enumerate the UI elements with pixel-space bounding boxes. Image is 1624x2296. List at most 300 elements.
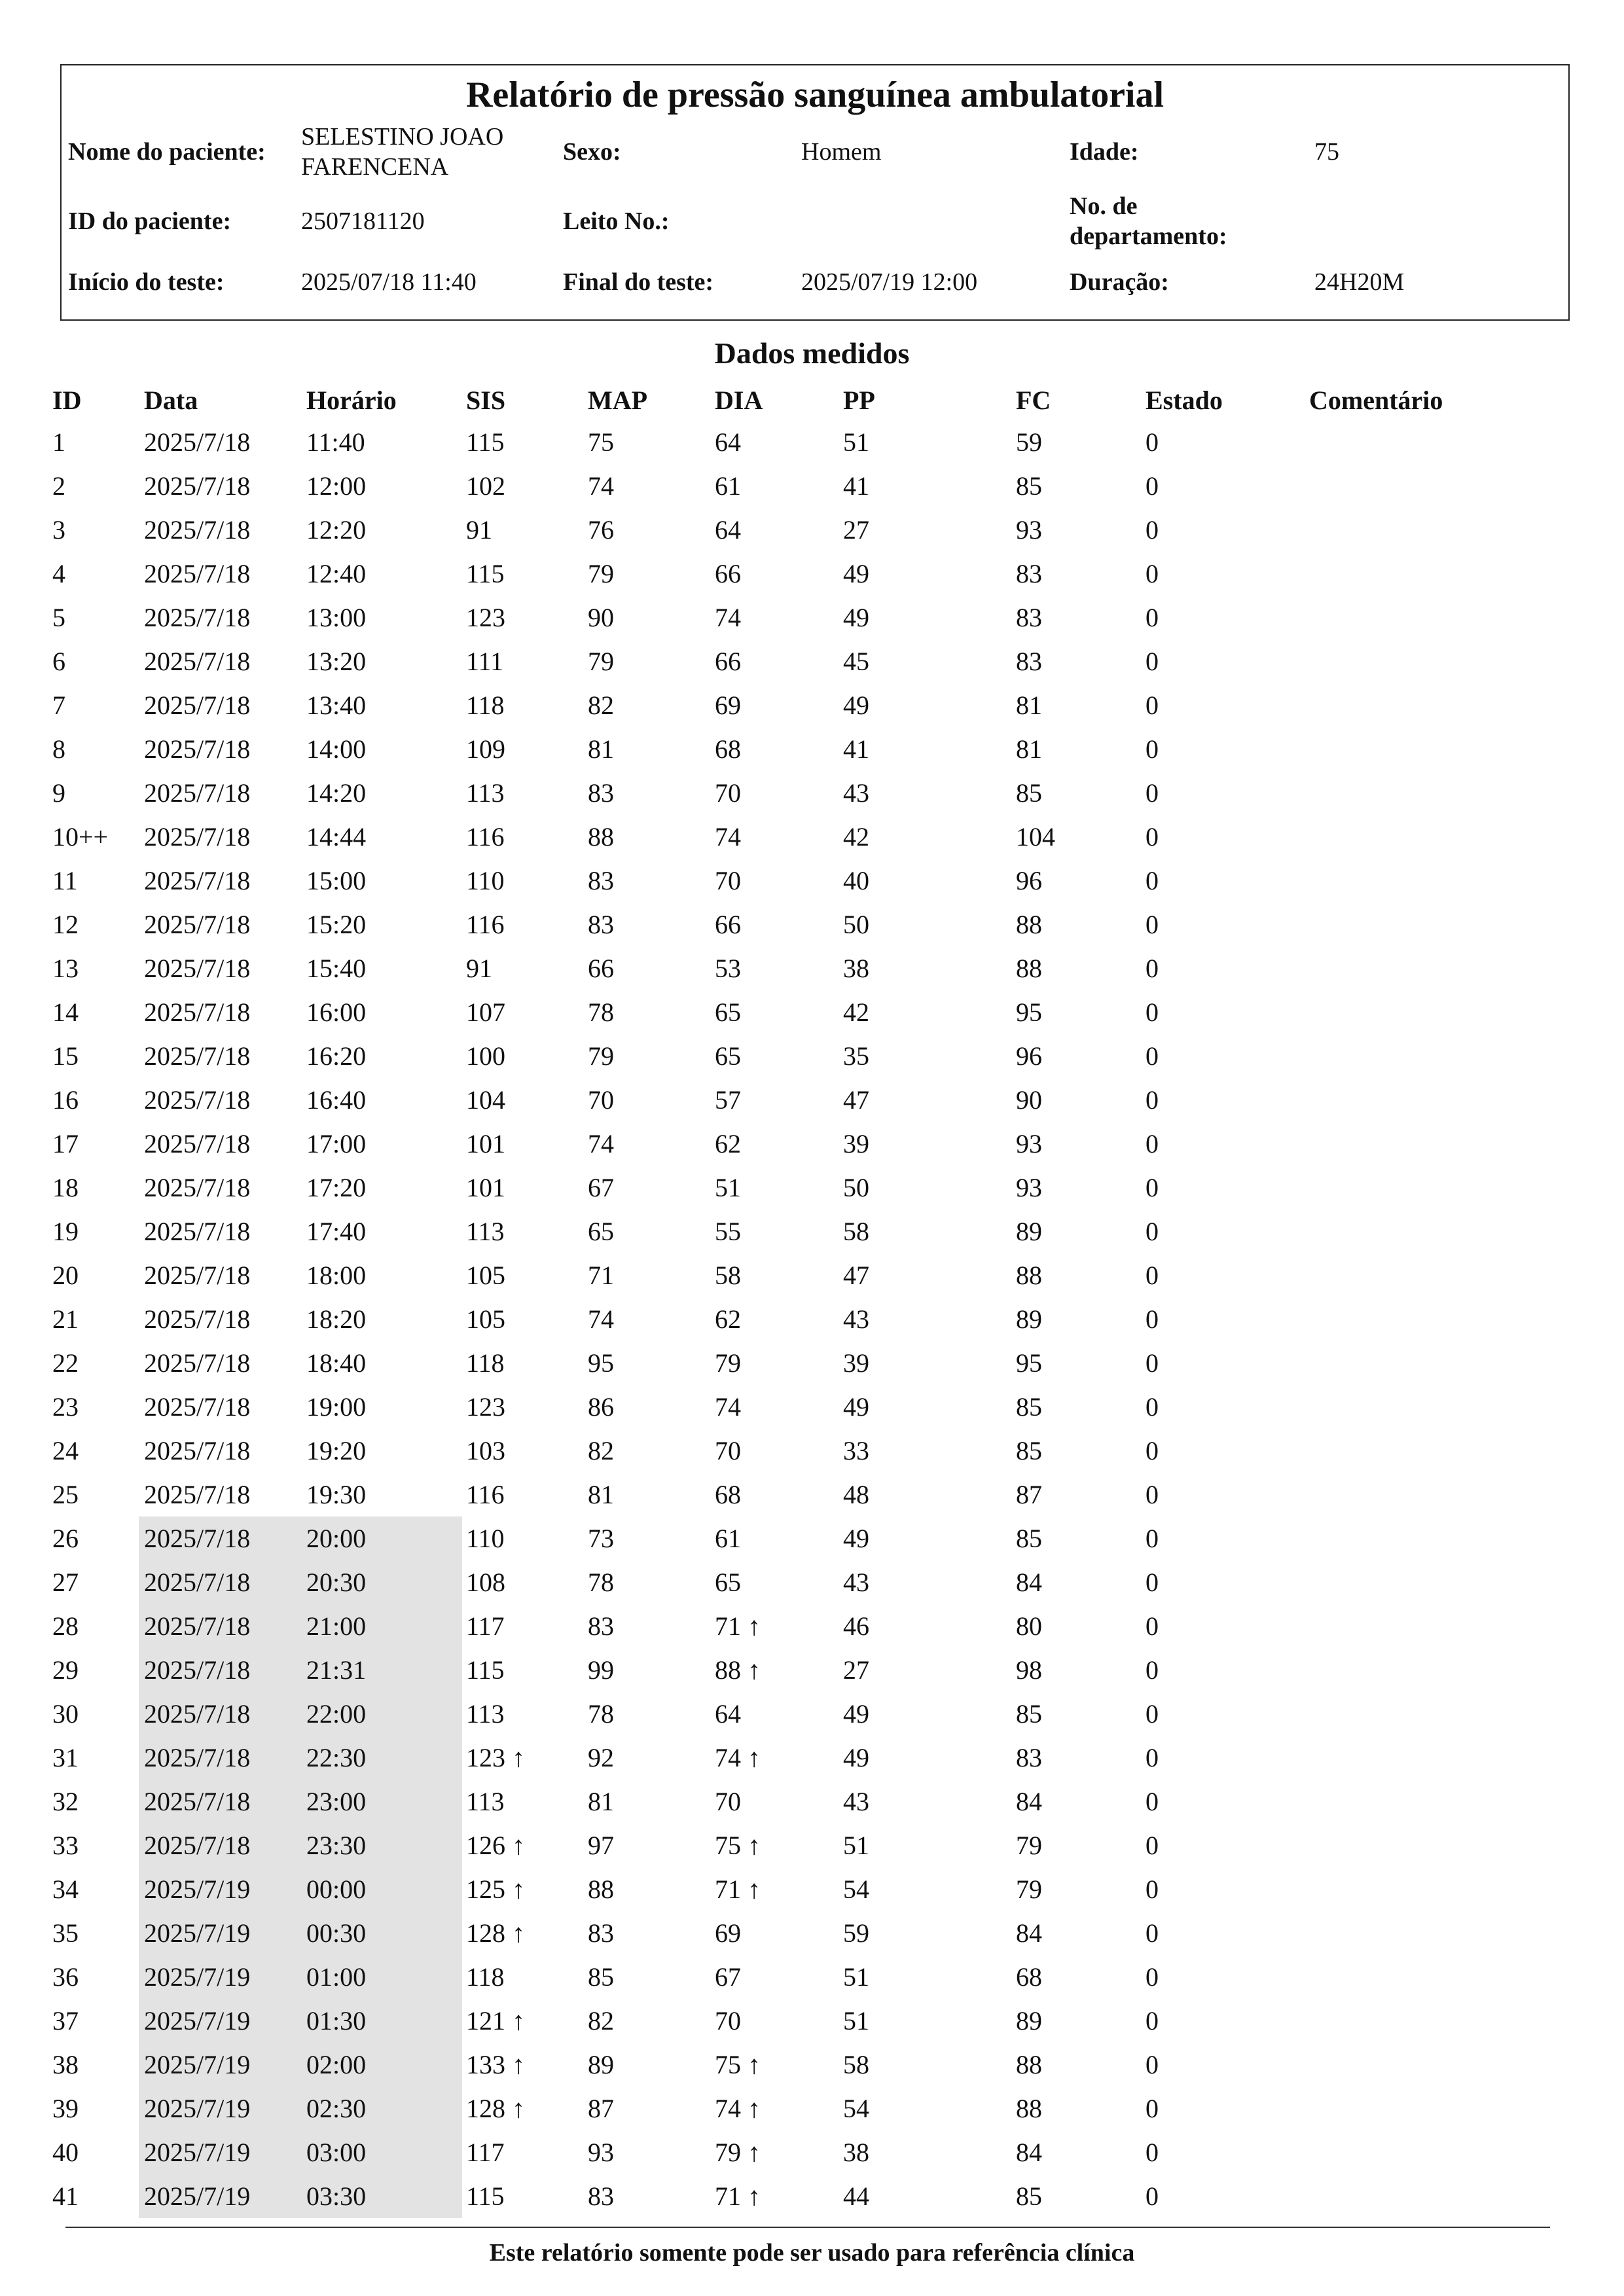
cell-sis: 101 xyxy=(466,1129,505,1158)
cell-pp: 41 xyxy=(843,734,869,764)
end-label: Final do teste: xyxy=(563,268,714,296)
cell-date: 2025/7/19 xyxy=(144,2094,251,2123)
cell-id: 11 xyxy=(52,866,78,895)
cell-status: 0 xyxy=(1146,1436,1159,1465)
cell-pp: 49 xyxy=(843,691,869,720)
cell-id: 10++ xyxy=(52,822,109,852)
cell-pp: 51 xyxy=(843,427,869,457)
cell-pp: 40 xyxy=(843,866,869,895)
cell-map: 86 xyxy=(588,1392,614,1422)
cell-pp: 49 xyxy=(843,1699,869,1729)
cell-sis: 91 xyxy=(466,954,492,983)
cell-pp: 43 xyxy=(843,1568,869,1597)
cell-dia: 61 xyxy=(715,471,741,501)
cell-status: 0 xyxy=(1146,1524,1159,1553)
cell-dia: 53 xyxy=(715,954,741,983)
cell-map: 81 xyxy=(588,734,614,764)
cell-fc: 88 xyxy=(1016,954,1042,983)
cell-pp: 51 xyxy=(843,1831,869,1860)
cell-date: 2025/7/18 xyxy=(144,954,251,983)
cell-id: 25 xyxy=(52,1480,79,1509)
cell-pp: 49 xyxy=(843,1392,869,1422)
cell-status: 0 xyxy=(1146,471,1159,501)
cell-status: 0 xyxy=(1146,778,1159,808)
cell-dia: 70 xyxy=(715,1787,741,1816)
cell-dia: 74 xyxy=(715,1392,741,1422)
cell-date: 2025/7/18 xyxy=(144,1129,251,1158)
table-row xyxy=(0,903,1624,946)
cell-id: 6 xyxy=(52,647,65,676)
cell-fc: 98 xyxy=(1016,1655,1042,1685)
cell-fc: 93 xyxy=(1016,515,1042,545)
cell-status: 0 xyxy=(1146,1392,1159,1422)
cell-fc: 95 xyxy=(1016,997,1042,1027)
cell-fc: 96 xyxy=(1016,866,1042,895)
cell-id: 26 xyxy=(52,1524,79,1553)
cell-map: 81 xyxy=(588,1480,614,1509)
cell-id: 37 xyxy=(52,2006,79,2036)
cell-dia: 69 xyxy=(715,1918,741,1948)
cell-map: 73 xyxy=(588,1524,614,1553)
cell-status: 0 xyxy=(1146,559,1159,588)
cell-status: 0 xyxy=(1146,603,1159,632)
cell-pp: 49 xyxy=(843,1743,869,1772)
cell-map: 92 xyxy=(588,1743,614,1772)
table-row xyxy=(0,1210,1624,1253)
cell-map: 83 xyxy=(588,866,614,895)
cell-sis: 115 xyxy=(466,559,505,588)
cell-id: 3 xyxy=(52,515,65,545)
cell-sis: 126 ↑ xyxy=(466,1831,525,1860)
cell-date: 2025/7/18 xyxy=(144,559,251,588)
table-row xyxy=(0,639,1624,683)
cell-dia: 71 ↑ xyxy=(715,1611,761,1641)
cell-dia: 71 ↑ xyxy=(715,1874,761,1904)
cell-map: 78 xyxy=(588,1699,614,1729)
cell-fc: 83 xyxy=(1016,603,1042,632)
cell-dia: 74 ↑ xyxy=(715,1743,761,1772)
cell-map: 97 xyxy=(588,1831,614,1860)
cell-pp: 41 xyxy=(843,471,869,501)
cell-time: 03:00 xyxy=(306,2138,367,2167)
cell-time: 11:40 xyxy=(306,427,365,457)
cell-id: 13 xyxy=(52,954,79,983)
cell-id: 7 xyxy=(52,691,65,720)
cell-sis: 116 xyxy=(466,910,505,939)
cell-pp: 54 xyxy=(843,1874,869,1904)
cell-sis: 110 xyxy=(466,1524,505,1553)
col-date: Data xyxy=(144,386,198,415)
cell-fc: 81 xyxy=(1016,691,1042,720)
cell-date: 2025/7/18 xyxy=(144,1831,251,1860)
cell-id: 40 xyxy=(52,2138,79,2167)
patient-name: SELESTINO JOAO FARENCENA xyxy=(301,123,504,181)
cell-sis: 91 xyxy=(466,515,492,545)
col-comment: Comentário xyxy=(1309,386,1443,415)
cell-status: 0 xyxy=(1146,910,1159,939)
cell-map: 83 xyxy=(588,778,614,808)
cell-dia: 57 xyxy=(715,1085,741,1115)
cell-date: 2025/7/18 xyxy=(144,515,251,545)
table-row xyxy=(0,1955,1624,1999)
cell-status: 0 xyxy=(1146,1085,1159,1115)
cell-dia: 70 xyxy=(715,866,741,895)
cell-sis: 118 xyxy=(466,691,505,720)
cell-date: 2025/7/18 xyxy=(144,603,251,632)
table-row xyxy=(0,2130,1624,2174)
cell-date: 2025/7/18 xyxy=(144,1173,251,1202)
cell-status: 0 xyxy=(1146,2138,1159,2167)
table-row xyxy=(0,1122,1624,1166)
duration-label: Duração: xyxy=(1070,268,1169,296)
cell-status: 0 xyxy=(1146,1962,1159,1992)
col-id: ID xyxy=(52,386,82,415)
cell-status: 0 xyxy=(1146,1611,1159,1641)
cell-time: 22:30 xyxy=(306,1743,367,1772)
cell-dia: 67 xyxy=(715,1962,741,1992)
cell-time: 21:31 xyxy=(306,1655,367,1685)
cell-map: 83 xyxy=(588,910,614,939)
cell-pp: 45 xyxy=(843,647,869,676)
cell-sis: 110 xyxy=(466,866,505,895)
cell-fc: 89 xyxy=(1016,1217,1042,1246)
cell-dia: 62 xyxy=(715,1129,741,1158)
footer-divider xyxy=(65,2227,1550,2228)
cell-pp: 44 xyxy=(843,2181,869,2211)
cell-fc: 85 xyxy=(1016,1524,1042,1553)
table-header xyxy=(0,381,1624,420)
cell-fc: 85 xyxy=(1016,471,1042,501)
cell-status: 0 xyxy=(1146,1743,1159,1772)
table-row xyxy=(0,1604,1624,1648)
cell-date: 2025/7/18 xyxy=(144,427,251,457)
cell-date: 2025/7/18 xyxy=(144,1743,251,1772)
cell-time: 12:40 xyxy=(306,559,367,588)
cell-fc: 79 xyxy=(1016,1831,1042,1860)
table-row xyxy=(0,1867,1624,1911)
cell-id: 23 xyxy=(52,1392,79,1422)
cell-id: 16 xyxy=(52,1085,79,1115)
footer-note: Este relatório somente pode ser usado para referência clínica xyxy=(489,2239,1135,2267)
col-map: MAP xyxy=(588,386,648,415)
cell-dia: 66 xyxy=(715,647,741,676)
cell-dia: 74 xyxy=(715,603,741,632)
table-row xyxy=(0,1034,1624,1078)
cell-fc: 83 xyxy=(1016,559,1042,588)
cell-id: 22 xyxy=(52,1348,79,1378)
cell-fc: 83 xyxy=(1016,1743,1042,1772)
cell-pp: 42 xyxy=(843,997,869,1027)
cell-pp: 49 xyxy=(843,603,869,632)
cell-pp: 33 xyxy=(843,1436,869,1465)
cell-id: 2 xyxy=(52,471,65,501)
cell-dia: 64 xyxy=(715,1699,741,1729)
cell-date: 2025/7/19 xyxy=(144,1962,251,1992)
cell-map: 65 xyxy=(588,1217,614,1246)
report-header xyxy=(60,64,1570,321)
table-row xyxy=(0,1911,1624,1955)
cell-status: 0 xyxy=(1146,1655,1159,1685)
age-label: Idade: xyxy=(1070,138,1139,166)
cell-status: 0 xyxy=(1146,866,1159,895)
cell-date: 2025/7/19 xyxy=(144,2138,251,2167)
cell-status: 0 xyxy=(1146,1348,1159,1378)
cell-map: 74 xyxy=(588,1129,614,1158)
cell-date: 2025/7/18 xyxy=(144,1524,251,1553)
cell-dia: 75 ↑ xyxy=(715,2050,761,2079)
report-title: Relatório de pressão sanguínea ambulatorial xyxy=(465,75,1164,115)
cell-id: 32 xyxy=(52,1787,79,1816)
cell-pp: 50 xyxy=(843,910,869,939)
cell-time: 19:00 xyxy=(306,1392,367,1422)
table-row xyxy=(0,1736,1624,1780)
cell-map: 79 xyxy=(588,559,614,588)
cell-dia: 55 xyxy=(715,1217,741,1246)
cell-sis: 104 xyxy=(466,1085,505,1115)
cell-date: 2025/7/18 xyxy=(144,997,251,1027)
cell-dia: 69 xyxy=(715,691,741,720)
cell-map: 83 xyxy=(588,1918,614,1948)
cell-date: 2025/7/18 xyxy=(144,1611,251,1641)
cell-id: 1 xyxy=(52,427,65,457)
cell-sis: 118 xyxy=(466,1962,505,1992)
cell-date: 2025/7/18 xyxy=(144,1392,251,1422)
table-row xyxy=(0,552,1624,596)
cell-time: 15:00 xyxy=(306,866,367,895)
cell-fc: 89 xyxy=(1016,2006,1042,2036)
cell-map: 93 xyxy=(588,2138,614,2167)
info-row-id xyxy=(62,190,1568,253)
cell-map: 90 xyxy=(588,603,614,632)
cell-sis: 123 xyxy=(466,1392,505,1422)
table-row xyxy=(0,1692,1624,1736)
cell-map: 79 xyxy=(588,1041,614,1071)
cell-status: 0 xyxy=(1146,734,1159,764)
table-row xyxy=(0,2043,1624,2087)
cell-sis: 125 ↑ xyxy=(466,1874,525,1904)
cell-sis: 111 xyxy=(466,647,504,676)
table-row xyxy=(0,1780,1624,1823)
cell-time: 02:30 xyxy=(306,2094,367,2123)
patient-id-label: ID do paciente: xyxy=(68,207,232,235)
cell-dia: 79 ↑ xyxy=(715,2138,761,2167)
cell-map: 99 xyxy=(588,1655,614,1685)
cell-map: 75 xyxy=(588,427,614,457)
cell-fc: 93 xyxy=(1016,1129,1042,1158)
cell-map: 78 xyxy=(588,1568,614,1597)
cell-date: 2025/7/18 xyxy=(144,1568,251,1597)
cell-dia: 68 xyxy=(715,1480,741,1509)
cell-fc: 80 xyxy=(1016,1611,1042,1641)
cell-date: 2025/7/18 xyxy=(144,1480,251,1509)
table-row xyxy=(0,464,1624,508)
col-pp: PP xyxy=(843,386,875,415)
cell-pp: 49 xyxy=(843,559,869,588)
cell-time: 18:40 xyxy=(306,1348,367,1378)
cell-time: 17:20 xyxy=(306,1173,367,1202)
cell-dia: 70 xyxy=(715,2006,741,2036)
cell-id: 27 xyxy=(52,1568,79,1597)
cell-id: 17 xyxy=(52,1129,79,1158)
cell-fc: 85 xyxy=(1016,1392,1042,1422)
cell-fc: 96 xyxy=(1016,1041,1042,1071)
cell-map: 70 xyxy=(588,1085,614,1115)
cell-fc: 84 xyxy=(1016,2138,1042,2167)
cell-date: 2025/7/19 xyxy=(144,2181,251,2211)
bed-value xyxy=(801,190,1063,253)
cell-map: 81 xyxy=(588,1787,614,1816)
cell-fc: 59 xyxy=(1016,427,1042,457)
cell-sis: 103 xyxy=(466,1436,505,1465)
cell-id: 19 xyxy=(52,1217,79,1246)
cell-time: 03:30 xyxy=(306,2181,367,2211)
cell-map: 87 xyxy=(588,2094,614,2123)
cell-dia: 68 xyxy=(715,734,741,764)
cell-status: 0 xyxy=(1146,1217,1159,1246)
cell-date: 2025/7/18 xyxy=(144,778,251,808)
cell-pp: 54 xyxy=(843,2094,869,2123)
cell-date: 2025/7/18 xyxy=(144,734,251,764)
cell-fc: 83 xyxy=(1016,647,1042,676)
table-row xyxy=(0,815,1624,859)
cell-pp: 43 xyxy=(843,1787,869,1816)
cell-sis: 121 ↑ xyxy=(466,2006,525,2036)
table-row xyxy=(0,1385,1624,1429)
cell-fc: 88 xyxy=(1016,910,1042,939)
cell-pp: 51 xyxy=(843,2006,869,2036)
col-status: Estado xyxy=(1146,386,1223,415)
cell-status: 0 xyxy=(1146,1304,1159,1334)
cell-time: 02:00 xyxy=(306,2050,367,2079)
cell-pp: 47 xyxy=(843,1085,869,1115)
cell-time: 13:00 xyxy=(306,603,367,632)
cell-id: 14 xyxy=(52,997,79,1027)
cell-dia: 65 xyxy=(715,997,741,1027)
cell-time: 14:44 xyxy=(306,822,367,852)
table-row xyxy=(0,1429,1624,1473)
info-row-test xyxy=(62,259,1568,305)
cell-sis: 123 ↑ xyxy=(466,1743,525,1772)
cell-fc: 84 xyxy=(1016,1787,1042,1816)
table-row xyxy=(0,990,1624,1034)
cell-id: 34 xyxy=(52,1874,79,1904)
cell-sis: 128 ↑ xyxy=(466,1918,525,1948)
cell-dia: 61 xyxy=(715,1524,741,1553)
cell-id: 15 xyxy=(52,1041,79,1071)
cell-fc: 85 xyxy=(1016,1436,1042,1465)
bed-label: Leito No.: xyxy=(563,207,670,235)
cell-map: 82 xyxy=(588,2006,614,2036)
cell-time: 17:00 xyxy=(306,1129,367,1158)
cell-time: 18:00 xyxy=(306,1261,367,1290)
cell-sis: 117 xyxy=(466,2138,505,2167)
cell-sis: 128 ↑ xyxy=(466,2094,525,2123)
col-sis: SIS xyxy=(466,386,506,415)
cell-fc: 68 xyxy=(1016,1962,1042,1992)
cell-fc: 104 xyxy=(1016,822,1055,852)
info-row-name xyxy=(62,120,1568,183)
cell-sis: 115 xyxy=(466,1655,505,1685)
start-label: Início do teste: xyxy=(68,268,225,296)
cell-map: 83 xyxy=(588,2181,614,2211)
cell-time: 22:00 xyxy=(306,1699,367,1729)
cell-fc: 87 xyxy=(1016,1480,1042,1509)
cell-pp: 27 xyxy=(843,1655,869,1685)
cell-map: 67 xyxy=(588,1173,614,1202)
start-value: 2025/07/18 11:40 xyxy=(301,268,477,296)
table-row xyxy=(0,1473,1624,1516)
table-row xyxy=(0,1341,1624,1385)
age-value: 75 xyxy=(1314,138,1339,166)
cell-pp: 42 xyxy=(843,822,869,852)
cell-date: 2025/7/18 xyxy=(144,1304,251,1334)
cell-map: 89 xyxy=(588,2050,614,2079)
table-row xyxy=(0,1999,1624,2043)
cell-pp: 59 xyxy=(843,1918,869,1948)
cell-dia: 64 xyxy=(715,515,741,545)
cell-id: 38 xyxy=(52,2050,79,2079)
cell-pp: 38 xyxy=(843,2138,869,2167)
cell-dia: 75 ↑ xyxy=(715,1831,761,1860)
cell-pp: 39 xyxy=(843,1348,869,1378)
cell-map: 79 xyxy=(588,647,614,676)
cell-map: 82 xyxy=(588,691,614,720)
cell-pp: 58 xyxy=(843,1217,869,1246)
cell-dia: 64 xyxy=(715,427,741,457)
cell-map: 78 xyxy=(588,997,614,1027)
cell-date: 2025/7/19 xyxy=(144,2050,251,2079)
cell-pp: 27 xyxy=(843,515,869,545)
col-time: Horário xyxy=(306,386,397,415)
cell-fc: 85 xyxy=(1016,778,1042,808)
cell-status: 0 xyxy=(1146,1129,1159,1158)
table-row xyxy=(0,859,1624,903)
cell-status: 0 xyxy=(1146,1787,1159,1816)
cell-map: 83 xyxy=(588,1611,614,1641)
cell-time: 23:00 xyxy=(306,1787,367,1816)
cell-status: 0 xyxy=(1146,1261,1159,1290)
cell-dia: 74 ↑ xyxy=(715,2094,761,2123)
cell-date: 2025/7/18 xyxy=(144,1085,251,1115)
cell-time: 16:40 xyxy=(306,1085,367,1115)
cell-date: 2025/7/18 xyxy=(144,1348,251,1378)
cell-dia: 58 xyxy=(715,1261,741,1290)
cell-time: 21:00 xyxy=(306,1611,367,1641)
cell-id: 35 xyxy=(52,1918,79,1948)
table-row xyxy=(0,2087,1624,2130)
cell-fc: 89 xyxy=(1016,1304,1042,1334)
cell-status: 0 xyxy=(1146,997,1159,1027)
cell-id: 36 xyxy=(52,1962,79,1992)
cell-id: 4 xyxy=(52,559,65,588)
cell-dia: 62 xyxy=(715,1304,741,1334)
cell-sis: 115 xyxy=(466,2181,505,2211)
cell-id: 33 xyxy=(52,1831,79,1860)
department-label: No. de departamento: xyxy=(1070,192,1227,250)
cell-date: 2025/7/18 xyxy=(144,866,251,895)
sex-label: Sexo: xyxy=(563,138,621,166)
cell-dia: 74 xyxy=(715,822,741,852)
cell-status: 0 xyxy=(1146,954,1159,983)
table-row xyxy=(0,1516,1624,1560)
cell-status: 0 xyxy=(1146,515,1159,545)
cell-sis: 102 xyxy=(466,471,505,501)
cell-sis: 118 xyxy=(466,1348,505,1378)
cell-id: 12 xyxy=(52,910,79,939)
cell-pp: 47 xyxy=(843,1261,869,1290)
section-title: Dados medidos xyxy=(714,336,910,370)
cell-fc: 88 xyxy=(1016,2094,1042,2123)
